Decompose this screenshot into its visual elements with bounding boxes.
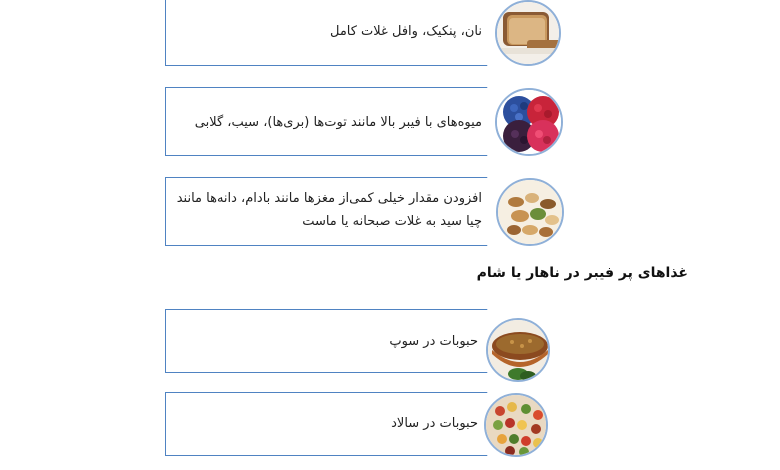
food-card-text-line2: چیا سید به غلات صبحانه یا ماست [302, 214, 482, 229]
nuts-image-icon [496, 178, 564, 246]
food-card-text: حبوبات در سالاد [391, 416, 478, 431]
food-card-text: حبوبات در سوپ [389, 334, 478, 349]
soup-image-icon [486, 318, 550, 382]
food-card-text-line1: افزودن مقدار خیلی کمی‌از مغزها مانند بادام، دانه‌ها مانند [176, 191, 482, 206]
berries-image-icon [495, 88, 563, 156]
food-card-text: میوه‌های با فیبر بالا مانند توت‌ها (بری‌ها)، سیب، گلابی [194, 115, 482, 130]
bread-image-icon [495, 0, 561, 66]
salad-image-icon [484, 393, 548, 457]
section-heading: غذاهای پر فیبر در ناهار یا شام [476, 265, 688, 281]
food-card-text: نان، پنکیک، وافل غلات کامل [329, 24, 482, 39]
